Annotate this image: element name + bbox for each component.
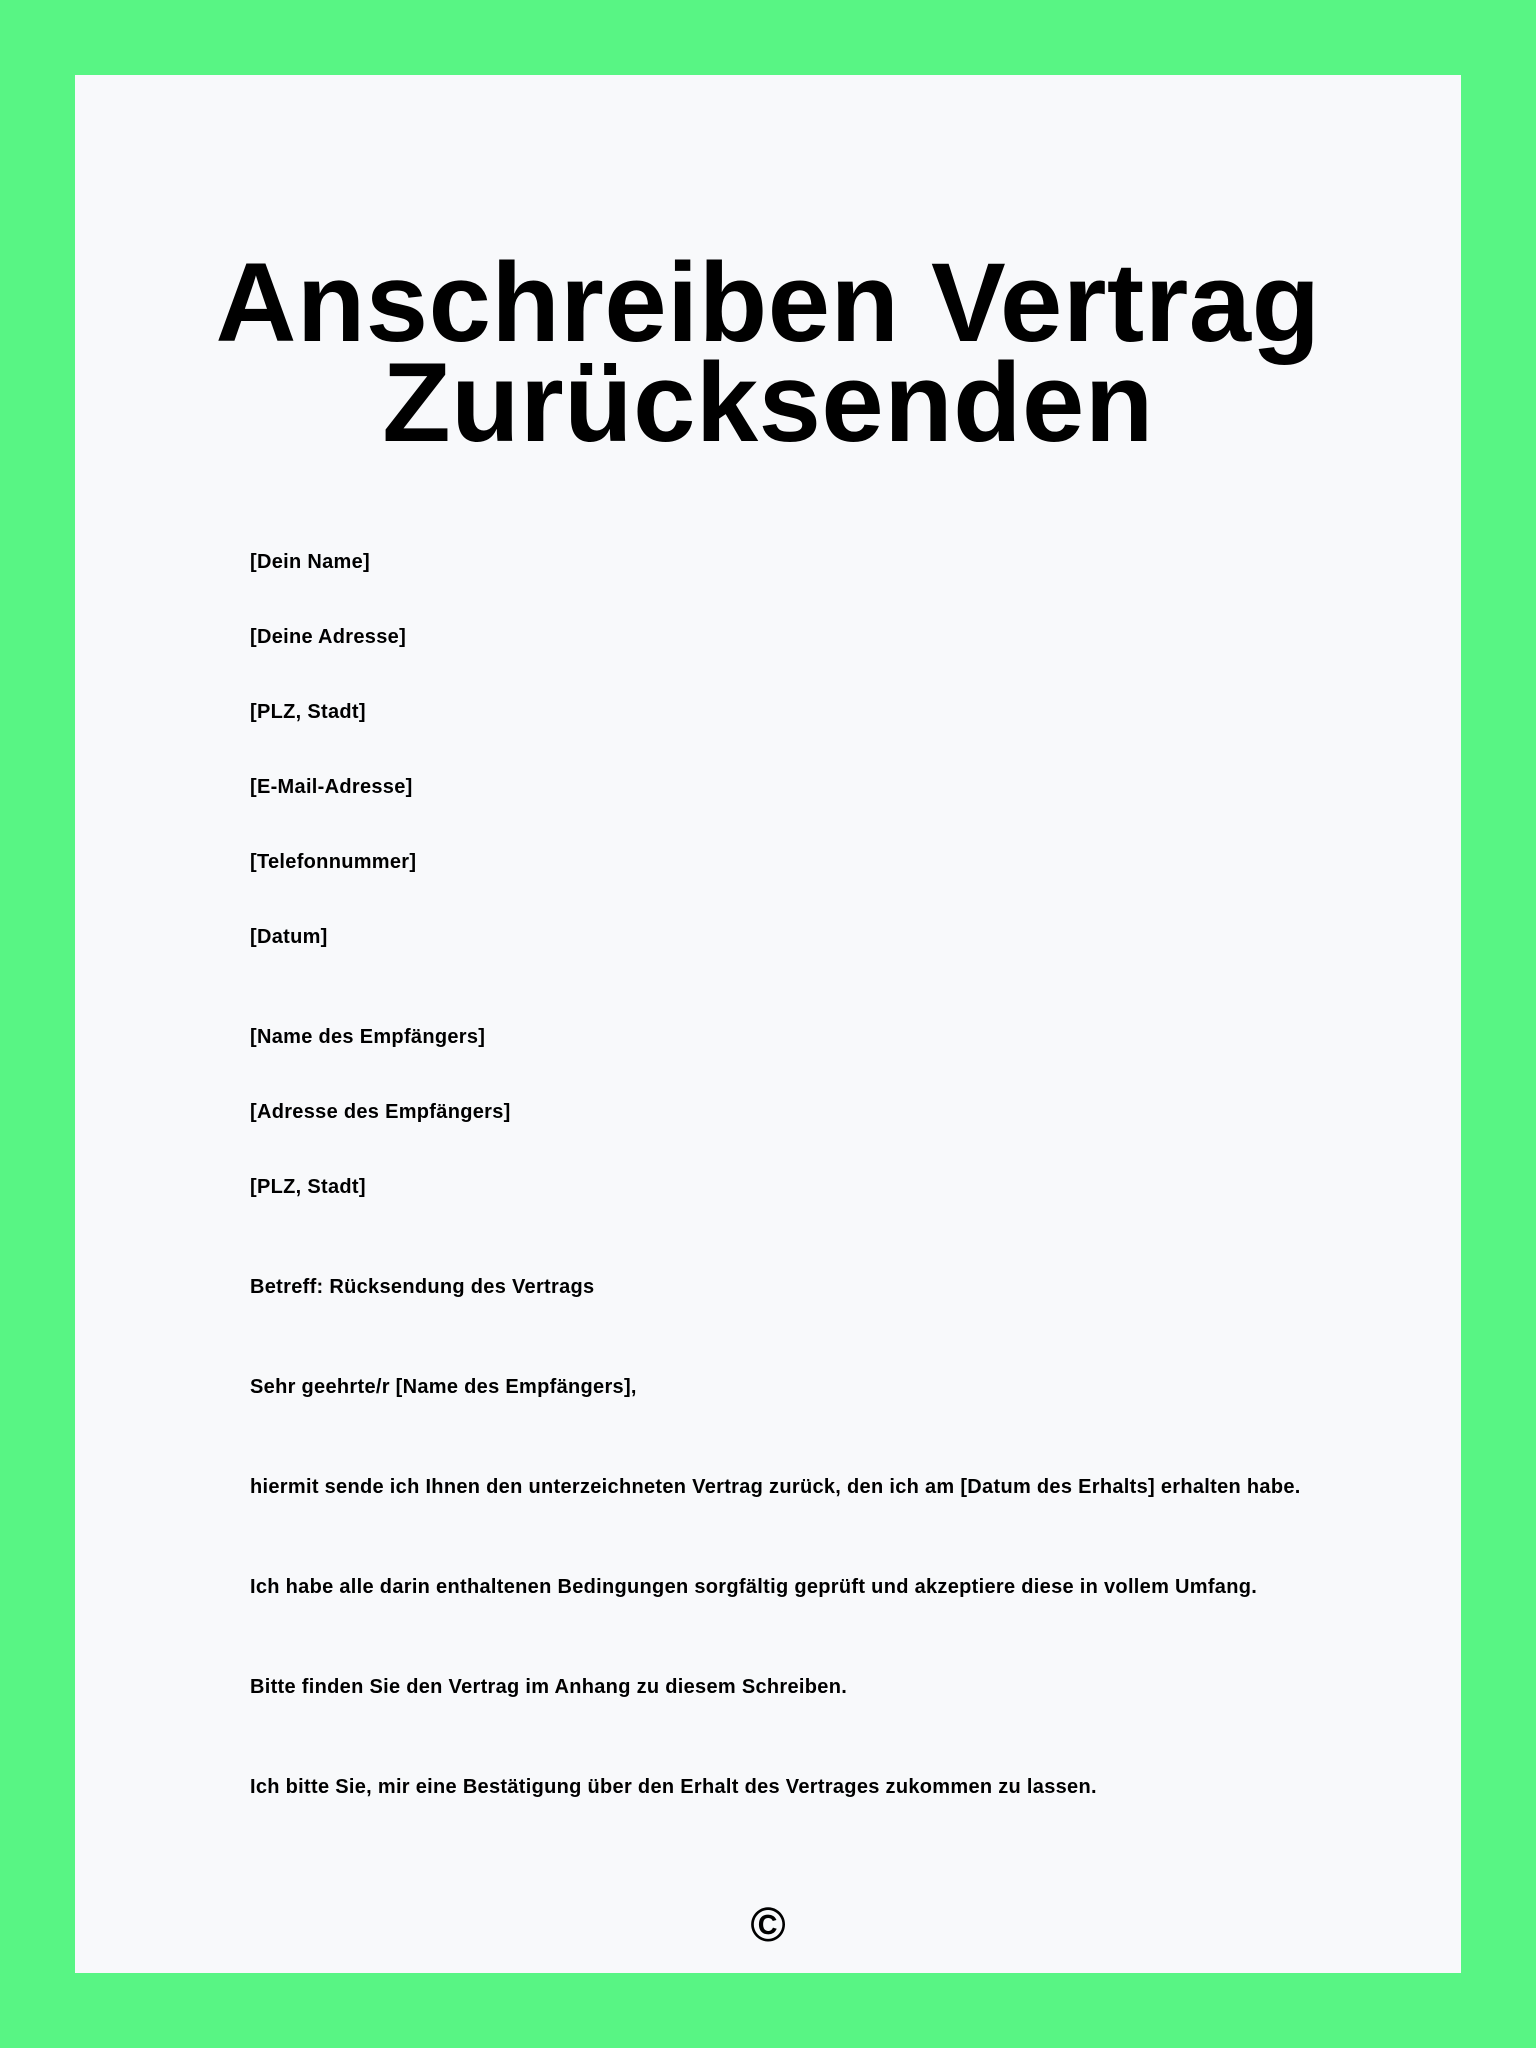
recipient-city: [PLZ, Stadt] (250, 1176, 366, 1198)
salutation: Sehr geehrte/r [Name des Empfängers], (250, 1376, 637, 1398)
sender-email: [E-Mail-Adresse] (250, 776, 413, 798)
sender-phone: [Telefonnummer] (250, 851, 417, 873)
body-paragraph: Bitte finden Sie den Vertrag im Anhang zu diesem Schreiben. (250, 1676, 848, 1698)
recipient-name: [Name des Empfängers] (250, 1026, 486, 1048)
document-page (75, 75, 1461, 1973)
body-paragraph: Ich habe alle darin enthaltenen Bedingungen sorgfältig geprüft und akzeptiere diese in vollem Umfang. (250, 1576, 1258, 1598)
body-paragraph: Ich bitte Sie, mir eine Bestätigung über den Erhalt des Vertrages zukommen zu lassen. (250, 1776, 1097, 1798)
sender-address: [Deine Adresse] (250, 626, 407, 648)
sender-city: [PLZ, Stadt] (250, 701, 366, 723)
sender-name: [Dein Name] (250, 551, 370, 573)
letter-date: [Datum] (250, 926, 328, 948)
document-title (75, 240, 1461, 465)
body-paragraph: hiermit sende ich Ihnen den unterzeichneten Vertrag zurück, den ich am [Datum des Erhalts] erhalten habe. (250, 1476, 1301, 1498)
copyright-icon: © (750, 1899, 786, 1952)
subject-line: Betreff: Rücksendung des Vertrags (250, 1276, 595, 1298)
title-line-2: Zurücksenden (382, 340, 1154, 465)
title-line-1: Anschreiben Vertrag (215, 240, 1321, 365)
recipient-address: [Adresse des Empfängers] (250, 1101, 511, 1123)
